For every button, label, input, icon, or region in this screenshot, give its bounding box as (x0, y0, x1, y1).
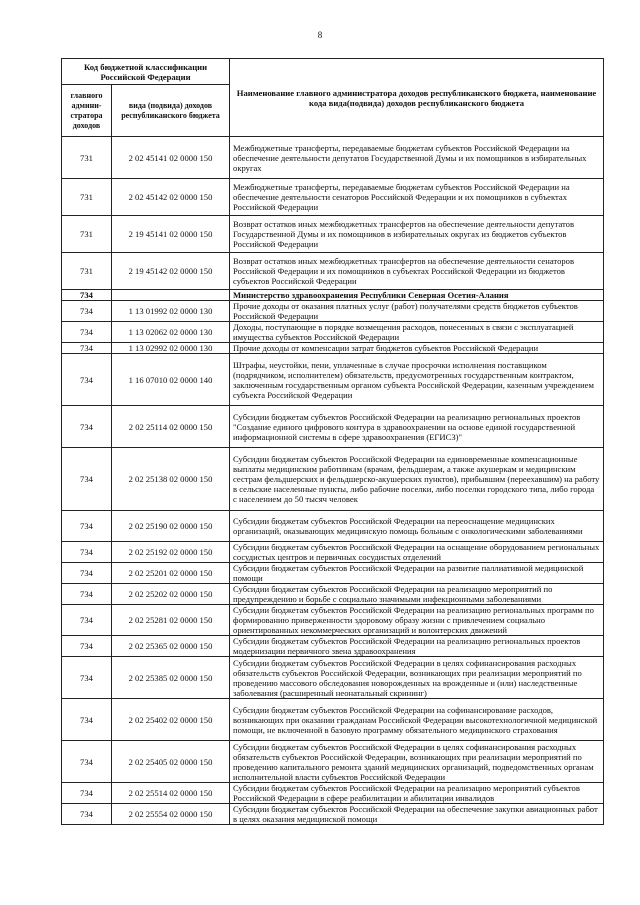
income-code-cell: 2 19 45141 02 0000 150 (112, 216, 230, 253)
income-name-cell: Субсидии бюджетам субъектов Российской Федерации на реализацию мероприятий субъектов Российской Федерации в сфере реабилитации и абилитации инвалидов (230, 783, 604, 804)
table-row (62, 406, 604, 448)
admin-code-cell: 734 (62, 343, 112, 354)
admin-code-cell: 734 (62, 354, 112, 406)
income-code-cell: 2 02 25514 02 0000 150 (112, 783, 230, 804)
income-name-cell: Субсидии бюджетам субъектов Российской Федерации на реализацию региональных проектов "Создание единого цифрового контура в здравоохранении на основе единой государственной информационной системы в сфере здравоохранения (ЕГИСЗ)" (230, 406, 604, 448)
income-name-cell: Возврат остатков иных межбюджетных трансфертов на обеспечение деятельности депутатов Государственной Думы и их помощников в избирательных округах из бюджетов субъектов Российской Федерации (230, 216, 604, 253)
income-code-cell (112, 290, 230, 301)
income-code-cell: 2 02 25190 02 0000 150 (112, 511, 230, 542)
admin-code-cell: 734 (62, 741, 112, 783)
budget-classification-table (61, 58, 604, 825)
admin-code-cell: 731 (62, 216, 112, 253)
income-name-cell: Субсидии бюджетам субъектов Российской Федерации на реализацию региональных проектов модернизации первичного звена здравоохранения (230, 636, 604, 657)
income-code-cell: 2 02 25365 02 0000 150 (112, 636, 230, 657)
table-row (62, 216, 604, 253)
income-code-cell: 2 02 25201 02 0000 150 (112, 563, 230, 584)
table-row (62, 253, 604, 290)
income-name-cell: Субсидии бюджетам субъектов Российской Федерации на оснащение оборудованием региональных сосудистых центров и первичных сосудистых отделений (230, 542, 604, 563)
income-name-cell: Субсидии бюджетам субъектов Российской Федерации на реализацию мероприятий по предупреждению и борьбе с социально значимыми инфекционными заболеваниями (230, 584, 604, 605)
income-name-cell: Штрафы, неустойки, пени, уплаченные в случае просрочки исполнения поставщиком (подрядчиком, исполнителем) обязательств, предусмотренных государственным контрактом, заключенным государственным органом субъекта Российской Федерации, казенным учреждением субъекта Российской Федерации (230, 354, 604, 406)
table-row (62, 511, 604, 542)
admin-code-cell: 731 (62, 253, 112, 290)
income-name-cell: Межбюджетные трансферты, передаваемые бюджетам субъектов Российской Федерации на обеспечение деятельности сенаторов Российской Федерации и их помощников в субъектах Российской Федерации (230, 179, 604, 216)
admin-code-cell: 734 (62, 783, 112, 804)
income-code-cell: 2 02 25554 02 0000 150 (112, 804, 230, 825)
admin-code-cell: 734 (62, 636, 112, 657)
admin-code-cell: 731 (62, 179, 112, 216)
income-name-cell: Межбюджетные трансферты, передаваемые бюджетам субъектов Российской Федерации на обеспечение деятельности депутатов Государственной Думы и их помощников в избирательных округах (230, 137, 604, 179)
table-row (62, 322, 604, 343)
header-name-column: Наименование главного администратора доходов республиканского бюджета, наименование кода вида(подвида) доходов республиканского бюджета (230, 59, 604, 137)
table-row (62, 137, 604, 179)
income-code-cell: 1 13 02992 02 0000 130 (112, 343, 230, 354)
income-code-cell: 2 02 25202 02 0000 150 (112, 584, 230, 605)
table-row (62, 605, 604, 636)
table-row (62, 699, 604, 741)
page-number: 8 (317, 30, 323, 40)
income-code-cell: 1 13 01992 02 0000 130 (112, 301, 230, 322)
admin-code-cell: 734 (62, 406, 112, 448)
income-name-cell: Субсидии бюджетам субъектов Российской Федерации на развитие паллиативной медицинской помощи (230, 563, 604, 584)
income-name-cell: Субсидии бюджетам субъектов Российской Федерации на единовременные компенсационные выплаты медицинским работникам (врачам, фельдшерам, а также акушеркам и медицинским сестрам фельдшерских и фельдшерско-акушерских пунктов), прибывшим (переехавшим) на работу в сельские населенные пункты, либо рабочие поселки, либо поселки городского типа, либо города с населением до 50 тысяч человек (230, 448, 604, 511)
table-row (62, 657, 604, 699)
admin-code-cell: 734 (62, 605, 112, 636)
income-code-cell: 2 02 25385 02 0000 150 (112, 657, 230, 699)
income-code-cell: 2 02 45141 02 0000 150 (112, 137, 230, 179)
admin-code-cell: 734 (62, 301, 112, 322)
admin-code-cell: 734 (62, 322, 112, 343)
income-code-cell: 1 13 02062 02 0000 130 (112, 322, 230, 343)
income-code-cell: 2 02 25402 02 0000 150 (112, 699, 230, 741)
income-name-cell: Доходы, поступающие в порядке возмещения расходов, понесенных в связи с эксплуатацией имущества субъектов Российской Федерации (230, 322, 604, 343)
header-admin-column: главного админи-стратора доходов (62, 85, 112, 137)
admin-code-cell: 734 (62, 290, 112, 301)
header-classification-group: Код бюджетной классификации Российской Федерации (62, 59, 230, 85)
income-name-cell: Прочие доходы от компенсации затрат бюджетов субъектов Российской Федерации (230, 343, 604, 354)
income-code-cell: 2 02 25405 02 0000 150 (112, 741, 230, 783)
income-name-cell: Субсидии бюджетам субъектов Российской Федерации на софинансирование расходов, возникающих при оказании гражданам Российской Федерации высокотехнологичной медицинской помощи, не включенной в базовую программу обязательного медицинского страхования (230, 699, 604, 741)
table-row (62, 343, 604, 354)
table-row (62, 741, 604, 783)
income-name-cell: Прочие доходы от оказания платных услуг (работ) получателями средств бюджетов субъектов Российской Федерации (230, 301, 604, 322)
table-row (62, 636, 604, 657)
table-row (62, 179, 604, 216)
income-name-cell: Министерство здравоохранения Республики Северная Осетия-Алания (230, 290, 604, 301)
table-row (62, 354, 604, 406)
table-row (62, 542, 604, 563)
table-row (62, 301, 604, 322)
income-code-cell: 2 02 25192 02 0000 150 (112, 542, 230, 563)
income-name-cell: Субсидии бюджетам субъектов Российской Федерации на переоснащение медицинских организаций, оказывающих медицинскую помощь больным с онкологическими заболеваниями (230, 511, 604, 542)
income-code-cell: 2 02 25138 02 0000 150 (112, 448, 230, 511)
header-code-column: вида (подвида) доходов республиканского бюджета (112, 85, 230, 137)
income-name-cell: Субсидии бюджетам субъектов Российской Федерации на обеспечение закупки авиационных работ в целях оказания медицинской помощи (230, 804, 604, 825)
admin-code-cell: 734 (62, 511, 112, 542)
income-name-cell: Субсидии бюджетам субъектов Российской Федерации в целях софинансирования расходных обязательств субъектов Российской Федерации, возникающих при реализации мероприятий по проведению капитального ремонта зданий медицинских организаций, подведомственных органам исполнительной власти субъектов Российской Федерации (230, 741, 604, 783)
admin-code-cell: 734 (62, 563, 112, 584)
table-row (62, 563, 604, 584)
income-name-cell: Субсидии бюджетам субъектов Российской Федерации в целях софинансирования расходных обязательств субъектов Российской Федерации, возникающих при реализации мероприятий по проведению массового обследования новорожденных на врожденные и (или) наследственные заболевания (расширенный неонатальный скрининг) (230, 657, 604, 699)
income-code-cell: 1 16 07010 02 0000 140 (112, 354, 230, 406)
admin-code-cell: 734 (62, 542, 112, 563)
admin-code-cell: 731 (62, 137, 112, 179)
income-name-cell: Возврат остатков иных межбюджетных трансфертов на обеспечение деятельности сенаторов Российской Федерации и их помощников в субъектах Российской Федерации из бюджетов субъектов Российской Федерации (230, 253, 604, 290)
income-code-cell: 2 02 25114 02 0000 150 (112, 406, 230, 448)
admin-code-cell: 734 (62, 448, 112, 511)
table-row (62, 804, 604, 825)
table-section-row (62, 290, 604, 301)
admin-code-cell: 734 (62, 657, 112, 699)
admin-code-cell: 734 (62, 699, 112, 741)
income-code-cell: 2 02 45142 02 0000 150 (112, 179, 230, 216)
income-name-cell: Субсидии бюджетам субъектов Российской Федерации на реализацию региональных программ по формированию приверженности здоровому образу жизни с привлечением социально ориентированных некоммерческих организаций и волонтерских движений (230, 605, 604, 636)
admin-code-cell: 734 (62, 584, 112, 605)
table-row (62, 584, 604, 605)
table-row (62, 448, 604, 511)
income-code-cell: 2 19 45142 02 0000 150 (112, 253, 230, 290)
table-row (62, 783, 604, 804)
income-code-cell: 2 02 25281 02 0000 150 (112, 605, 230, 636)
table-body (62, 137, 604, 825)
admin-code-cell: 734 (62, 804, 112, 825)
